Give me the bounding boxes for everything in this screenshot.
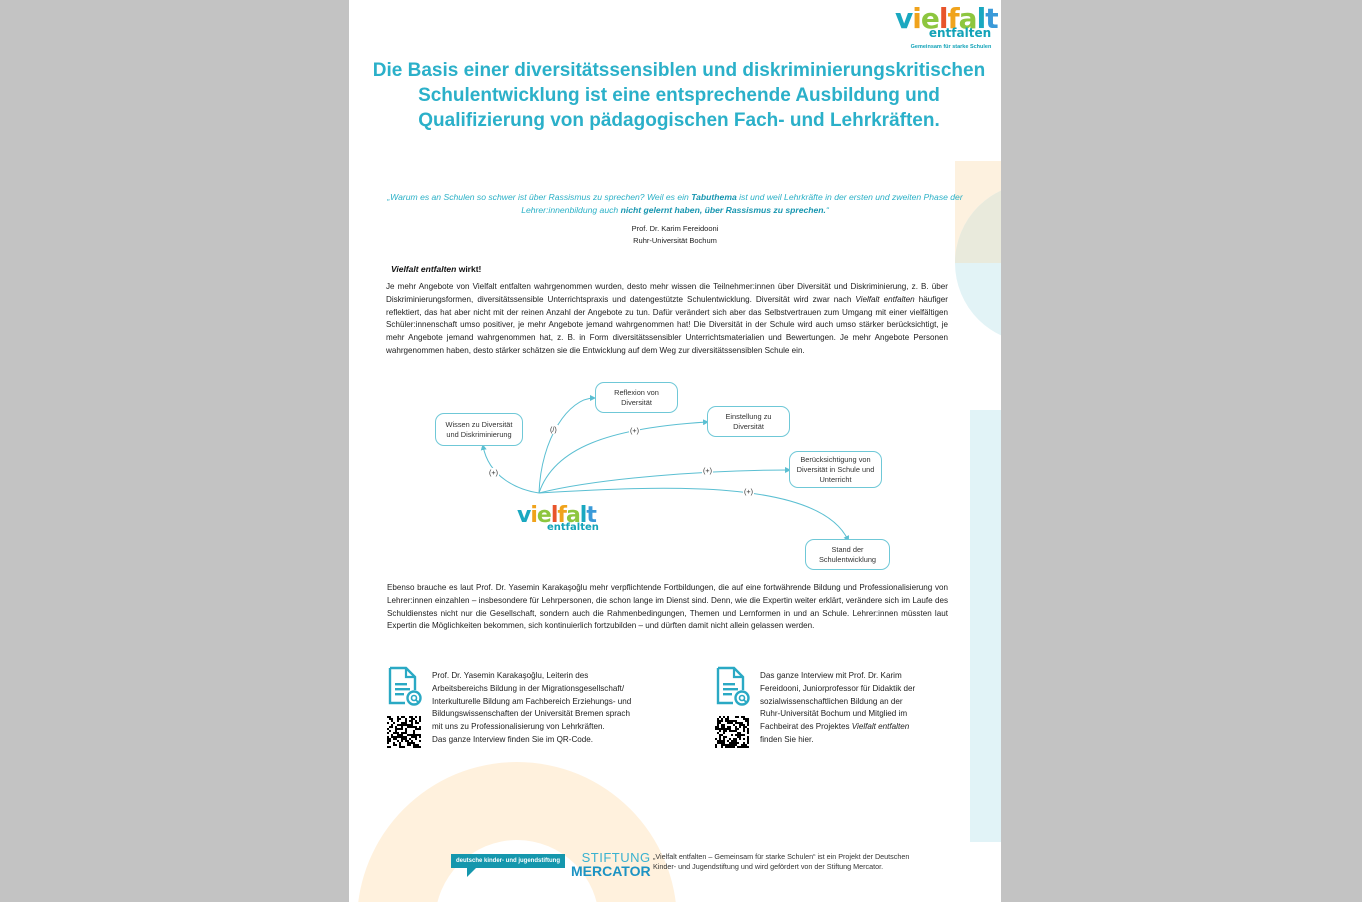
card-line <box>760 721 915 734</box>
card-line: mit uns zu Professionalisierung von Lehrkräften. <box>432 722 605 732</box>
mercator-line1: STIFTUNG <box>581 850 651 865</box>
diagram-node-einstellung: Einstellung zu Diversität <box>707 406 790 437</box>
page-title: Die Basis einer diversitätssensiblen und diskriminierungskritischen Schulentwicklung ist eine entsprechende Ausbildung und Qualifizierung von pädagogischen Fach- und Lehrkräften. <box>372 60 986 131</box>
stiftung-mercator-logo <box>571 851 651 878</box>
qr-code[interactable] <box>715 716 749 748</box>
quote-text: ist und weil Lehrkräfte in der ersten und zweiten Phase der Lehrer:innenbildung auch <box>521 192 963 215</box>
logo-letter: v <box>517 503 531 528</box>
card-line: finden Sie hier. <box>760 734 814 744</box>
logo-letter: l <box>976 2 986 35</box>
paragraph-text: häufiger reflektiert, das hat aber nicht mit der reinen Anzahl der Angebote zu tun. Dafür verändert sich aber das Selbstvertrauen zum Umgang mit einer vielfältigen Schüler:innenschaft umso positiver, je mehr Angebote jemand wahrgenommen hat! Die Diversität in der Schule wird auch umso stärker berücksichtigt, je mehr Angebote jemand wahrgenommen hat, z. B. in Form diversitätssensibler Unterrichtsmaterialien und Bewertungen. Je mehr Angebote Personen wahrgenommen haben, desto stärker schätzen sie die Entwicklung auf dem Weg zur diversitätssensiblen Schule ein. <box>386 294 949 355</box>
logo-letter: f <box>557 503 566 528</box>
card-line-text: Fachbeirat des Projektes <box>760 722 852 732</box>
card-line-brand: Vielfalt entfalten <box>851 722 910 732</box>
logo-letter: t <box>985 2 998 35</box>
card-line: Bildungswissenschaften der Universität Bremen sprach <box>432 709 630 719</box>
paragraph-training: Ebenso brauche es laut Prof. Dr. Yasemin Karakaşoğlu mehr verpflichtende Fortbildungen, die auf eine fortwährende Bildung und Professionalisierung von Lehrer:innen einzahlen – insbesondere für Lehrpersonen, die schon lange im Dienst sind. Denn, wie die Expertin weiter erklärt, verändere sich im Laufe des Schuldienstes nicht nur die Gesellschaft, sondern auch die Rahmenbedingungen, Themen und Lernformen in und an Schule. Lehrer:innen müssten laut Expertin die Möglichkeiten bekommen, sich kontinuierlich fortzubilden – und dürften damit nicht allein gelassen werden. <box>387 583 948 631</box>
interview-card-text <box>760 670 915 747</box>
edge-label-reflexion: (/) <box>550 425 557 434</box>
diagram-node-reflexion: Reflexion von Diversität <box>595 382 678 413</box>
dkjs-logo-tail <box>467 868 476 877</box>
quote-emphasis: nicht gelernt haben, über Rassismus zu sprechen. <box>620 205 826 215</box>
logo-letter: e <box>536 503 551 528</box>
card-line: Arbeitsbereichs Bildung in der Migrationsgesellschaft/ <box>432 683 625 693</box>
diagram-node-stand: Stand der Schulentwicklung <box>805 539 890 570</box>
logo-letter: l <box>579 503 587 528</box>
logo-letter: l <box>550 503 558 528</box>
card-line: Fereidooni, Juniorprofessor für Didaktik der <box>760 683 916 693</box>
diagram-node-wissen: Wissen zu Diversität und Diskriminierung <box>435 413 523 446</box>
logo-letter: a <box>565 503 580 528</box>
edge-label-wissen: (+) <box>489 468 498 477</box>
document-page <box>349 0 1001 902</box>
section-heading-rest: wirkt! <box>456 264 482 274</box>
logo-letter: i <box>530 503 537 528</box>
diagram-source-logo <box>517 503 599 533</box>
decorative-bar <box>970 410 1001 842</box>
interview-card-text <box>432 670 631 747</box>
edge-label-stand: (+) <box>744 487 753 496</box>
edge-label-beruecksichtigung: (+) <box>703 466 712 475</box>
decorative-arc <box>357 762 677 902</box>
edge-einstellung <box>539 422 707 493</box>
paragraph-results <box>386 281 948 358</box>
logo-tagline: Gemeinsam für starke Schulen <box>910 44 992 50</box>
section-heading-brand: Vielfalt entfalten <box>391 264 457 274</box>
paragraph-text: Je mehr Angebote von Vielfalt entfalten wahrgenommen wurden, desto mehr wissen die Teilnehmer:innen über Diversität und Diskriminierung, z. B. über Diskriminierungsformen, diversitätssensible Unterrichtspraxis und datengestützte Schulentwicklung. Diversität wird zwar nach <box>386 282 948 304</box>
vielfalt-entfalten-logo <box>895 2 998 50</box>
card-line: Das ganze Interview finden Sie im QR-Code. <box>432 734 594 744</box>
logo-letter: f <box>947 2 959 35</box>
logo-letter: a <box>958 2 977 35</box>
card-line: Interkulturelle Bildung am Fachbereich Erziehungs- und <box>432 696 632 706</box>
logo-letter: t <box>586 503 596 528</box>
logo-letter: e <box>920 2 939 35</box>
edge-label-einstellung: (+) <box>630 426 639 435</box>
logo-subword: entfalten <box>928 26 992 40</box>
section-heading <box>391 264 481 274</box>
document-search-icon <box>715 666 751 706</box>
quote-author-affiliation: Ruhr-Universität Bochum <box>633 236 717 245</box>
dkjs-logo: deutsche kinder- und jugendstiftung <box>451 854 565 868</box>
quote-emphasis: Tabuthema <box>691 192 737 202</box>
card-line: Prof. Dr. Yasemin Karakaşoğlu, Leiterin des <box>432 671 589 680</box>
card-line: Ruhr-Universität Bochum und Mitglied im <box>760 709 908 719</box>
card-line: Das ganze Interview mit Prof. Dr. Karim <box>760 671 902 680</box>
paragraph-brand: Vielfalt entfalten <box>855 294 915 304</box>
mercator-line2: MERCATOR <box>571 863 651 879</box>
card-line: sozialwissenschaftlichen Bildung an der <box>760 696 903 706</box>
quote-author-name: Prof. Dr. Karim Fereidooni <box>631 224 719 233</box>
qr-code[interactable] <box>387 716 421 748</box>
footer-text: „Vielfalt entfalten – Gemeinsam für starke Schulen“ ist ein Projekt der Deutschen Kinder- und Jugendstiftung und wird gefördert von der Stiftung Mercator. <box>653 852 910 871</box>
quote-text: “ <box>825 205 829 215</box>
diagram-node-beruecksichtigung: Berücksichtigung von Diversität in Schule und Unterricht <box>789 451 882 488</box>
logo-letter: i <box>912 2 921 35</box>
quote <box>379 191 971 217</box>
logo-subword: entfalten <box>547 522 599 533</box>
logo-letter: l <box>938 2 948 35</box>
document-search-icon <box>387 666 423 706</box>
quote-text: „Warum es an Schulen so schwer ist über Rassismus zu sprechen? Weil es ein <box>387 192 692 202</box>
logo-letter: v <box>895 2 913 35</box>
